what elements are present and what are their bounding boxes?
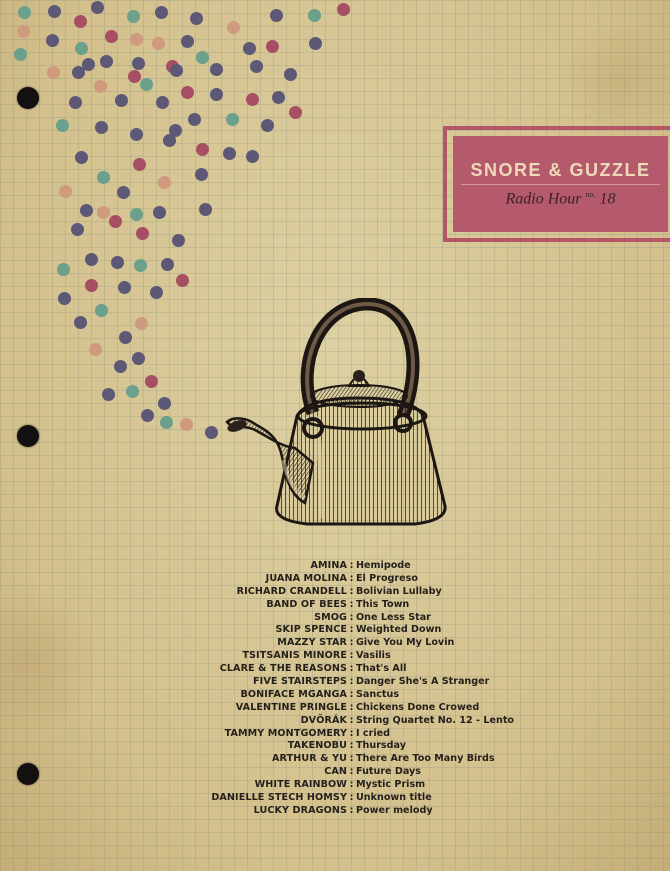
track-song: Unknown title — [356, 792, 432, 804]
poster-title: SNORE & GUZZLE — [470, 160, 651, 180]
track-separator: : — [349, 624, 354, 636]
track-separator: : — [349, 740, 354, 752]
steam-dot — [145, 375, 158, 388]
track-song: Future Days — [356, 766, 422, 778]
track-separator: : — [349, 676, 354, 688]
track-separator: : — [349, 779, 354, 791]
track-separator: : — [349, 663, 354, 675]
paper-stain — [560, 20, 670, 140]
steam-dot — [141, 409, 154, 422]
track-artist: RICHARD CRANDELL — [236, 585, 347, 597]
steam-dot — [95, 304, 108, 317]
track-separator: : — [349, 585, 354, 597]
steam-dot — [18, 6, 31, 19]
steam-dot — [80, 204, 93, 217]
steam-dot — [270, 9, 283, 22]
track-separator: : — [349, 753, 354, 765]
steam-dot — [153, 206, 166, 219]
steam-dot — [57, 263, 70, 276]
steam-dot — [188, 113, 201, 126]
track-artist: BAND OF BEES — [266, 598, 347, 610]
track-artist: JUANA MOLINA — [265, 572, 347, 584]
track-song: Weighted Down — [356, 624, 442, 636]
track-separator: : — [349, 598, 354, 610]
steam-dot — [127, 10, 140, 23]
track-artist: TAKENOBU — [287, 740, 347, 752]
steam-dot — [72, 66, 85, 79]
track-song: Thursday — [356, 740, 406, 752]
track-song: There Are Too Many Birds — [356, 753, 495, 765]
title-label — [443, 126, 670, 242]
steam-dot — [158, 397, 171, 410]
steam-dot — [156, 96, 169, 109]
track-row — [150, 624, 550, 637]
steam-dot — [135, 317, 148, 330]
steam-dot — [74, 15, 87, 28]
track-row — [150, 715, 550, 728]
steam-dot — [69, 96, 82, 109]
track-row — [150, 560, 550, 573]
steam-dot — [130, 33, 143, 46]
steam-dot — [59, 185, 72, 198]
track-artist: WHITE RAINBOW — [254, 779, 347, 791]
steam-dot — [163, 134, 176, 147]
steam-dot — [95, 121, 108, 134]
steam-dot — [85, 253, 98, 266]
track-song: Vasilis — [356, 650, 391, 662]
title-divider — [461, 184, 660, 185]
track-song: That's All — [356, 663, 407, 675]
steam-dot — [117, 186, 130, 199]
steam-dot — [250, 60, 263, 73]
steam-dot — [170, 64, 183, 77]
track-row — [150, 779, 550, 792]
steam-dot — [102, 388, 115, 401]
track-separator: : — [349, 792, 354, 804]
track-separator: : — [349, 766, 354, 778]
steam-dot — [89, 343, 102, 356]
track-artist: DANIELLE STECH HOMSY — [211, 792, 347, 804]
steam-dot — [75, 151, 88, 164]
steam-dot — [181, 86, 194, 99]
steam-dot — [47, 66, 60, 79]
steam-dot — [91, 1, 104, 14]
binder-hole — [17, 87, 39, 109]
track-artist: MAZZY STAR — [277, 637, 347, 649]
track-row — [150, 805, 550, 818]
track-artist: FIVE STAIRSTEPS — [253, 676, 347, 688]
track-row — [150, 637, 550, 650]
track-row — [150, 728, 550, 741]
steam-dot — [118, 281, 131, 294]
track-row — [150, 650, 550, 663]
track-artist: TSITSANIS MINORE — [242, 650, 347, 662]
track-song: Chickens Done Crowed — [356, 701, 480, 713]
track-separator: : — [349, 611, 354, 623]
track-song: Bolivian Lullaby — [356, 585, 442, 597]
steam-dot — [132, 57, 145, 70]
steam-dot — [14, 48, 27, 61]
track-separator: : — [349, 804, 354, 816]
track-separator: : — [349, 560, 354, 571]
track-row — [150, 689, 550, 702]
title-label-fill — [453, 136, 668, 232]
steam-dot — [132, 352, 145, 365]
steam-dot — [308, 9, 321, 22]
track-artist: VALENTINE PRINGLE — [235, 701, 347, 713]
track-artist: SKIP SPENCE — [275, 624, 347, 636]
steam-dot — [180, 418, 193, 431]
track-artist: SMOG — [314, 611, 347, 623]
steam-dot — [210, 88, 223, 101]
track-artist: DVŎRÁK — [300, 714, 347, 726]
track-separator: : — [349, 637, 354, 649]
steam-dot — [136, 227, 149, 240]
steam-dot — [48, 5, 61, 18]
teakettle-illustration — [225, 298, 455, 538]
steam-dot — [109, 215, 122, 228]
track-artist: BONIFACE MGANGA — [240, 688, 347, 700]
issue-prefix: no. — [585, 190, 596, 199]
poster-subtitle — [453, 190, 668, 208]
steam-dot — [58, 292, 71, 305]
track-row — [150, 740, 550, 753]
issue-number: 18 — [599, 190, 616, 208]
track-song: Danger She's A Stranger — [356, 676, 490, 688]
steam-dot — [160, 416, 173, 429]
paper-stain — [0, 580, 100, 740]
track-song: Sanctus — [356, 688, 400, 700]
steam-dot — [46, 34, 59, 47]
track-row — [150, 663, 550, 676]
track-row — [150, 753, 550, 766]
steam-dot — [85, 279, 98, 292]
track-row — [150, 612, 550, 625]
track-row — [150, 586, 550, 599]
steam-dot — [75, 42, 88, 55]
steam-dot — [126, 385, 139, 398]
steam-dot — [100, 55, 113, 68]
steam-dot — [205, 426, 218, 439]
track-song: Power melody — [356, 804, 433, 816]
steam-dot — [272, 91, 285, 104]
steam-dot — [181, 35, 194, 48]
track-row — [150, 792, 550, 805]
track-artist: CLARE & THE REASONS — [219, 663, 347, 675]
steam-dot — [56, 119, 69, 132]
steam-dot — [243, 42, 256, 55]
track-song: One Less Star — [356, 611, 431, 623]
track-artist: AMINA — [310, 560, 347, 571]
steam-dot — [190, 12, 203, 25]
track-artist: ARTHUR & YU — [271, 753, 347, 765]
track-artist: CAN — [324, 766, 347, 778]
track-row — [150, 676, 550, 689]
steam-dot — [140, 78, 153, 91]
steam-dot — [210, 63, 223, 76]
tracklist — [150, 560, 550, 818]
steam-dot — [196, 51, 209, 64]
steam-dot — [161, 258, 174, 271]
track-song: Give You My Lovin — [356, 637, 455, 649]
track-song: This Town — [356, 598, 410, 610]
steam-dot — [74, 316, 87, 329]
steam-dot — [195, 168, 208, 181]
steam-dot — [246, 150, 259, 163]
steam-dot — [266, 40, 279, 53]
track-separator: : — [349, 572, 354, 584]
steam-dot — [105, 30, 118, 43]
steam-dot — [246, 93, 259, 106]
track-song: I cried — [356, 727, 390, 739]
steam-dot — [158, 176, 171, 189]
steam-dot — [150, 286, 163, 299]
steam-dot — [133, 158, 146, 171]
steam-dot — [289, 106, 302, 119]
steam-dot — [111, 256, 124, 269]
track-artist: LUCKY DRAGONS — [253, 804, 347, 816]
track-song: El Progreso — [356, 572, 418, 584]
steam-dot — [115, 94, 128, 107]
track-separator: : — [349, 701, 354, 713]
steam-dot — [155, 6, 168, 19]
binder-hole — [17, 763, 39, 785]
steam-dot — [128, 70, 141, 83]
steam-dot — [227, 21, 240, 34]
steam-dot — [94, 80, 107, 93]
track-song: Hemipode — [356, 560, 411, 571]
steam-dot — [71, 223, 84, 236]
track-row — [150, 766, 550, 779]
steam-dot — [337, 3, 350, 16]
steam-dot — [17, 25, 30, 38]
steam-dot — [223, 147, 236, 160]
steam-dot — [172, 234, 185, 247]
subtitle-text: Radio Hour — [505, 190, 582, 208]
steam-dot — [130, 128, 143, 141]
steam-dot — [284, 68, 297, 81]
track-artist: TAMMY MONTGOMERY — [224, 727, 347, 739]
steam-dot — [226, 113, 239, 126]
steam-dot — [134, 259, 147, 272]
track-separator: : — [349, 688, 354, 700]
steam-dot — [97, 206, 110, 219]
track-separator: : — [349, 714, 354, 726]
steam-dot — [97, 171, 110, 184]
track-separator: : — [349, 650, 354, 662]
steam-dot — [176, 274, 189, 287]
track-separator: : — [349, 727, 354, 739]
steam-dot — [119, 331, 132, 344]
track-song: Mystic Prism — [356, 779, 426, 791]
track-row — [150, 599, 550, 612]
steam-dot — [130, 208, 143, 221]
steam-dot — [199, 203, 212, 216]
steam-dot — [309, 37, 322, 50]
steam-dot — [196, 143, 209, 156]
track-row — [150, 573, 550, 586]
track-row — [150, 702, 550, 715]
track-song: String Quartet No. 12 - Lento — [356, 714, 515, 726]
steam-dot — [114, 360, 127, 373]
binder-hole — [17, 425, 39, 447]
steam-dot — [261, 119, 274, 132]
steam-dot — [152, 37, 165, 50]
